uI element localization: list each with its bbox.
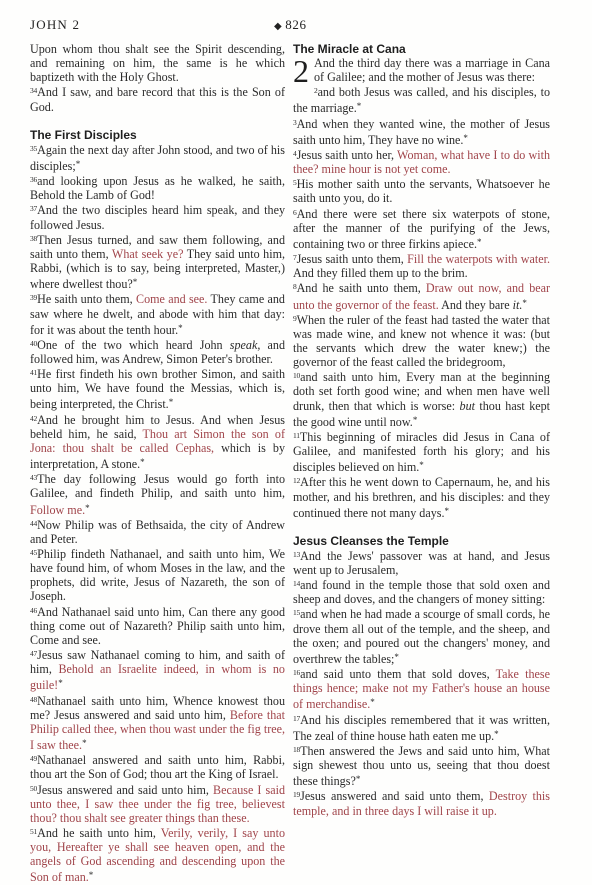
verse-continuation: Upon whom thou shalt see the Spirit descending, and remaining on him, the same is he which baptizeth with the Holy Ghost. xyxy=(30,42,285,85)
section-heading-first-disciples: The First Disciples xyxy=(30,127,137,142)
verse-48: $^{48}$Nathanael saith unto him, Whence knowest thou me? Jesus answered and said unto him, Before that Philip called thee, when thou wast under the fig tree, I saw thee.* xyxy=(30,693,286,753)
verse-35: $^{35}$Again the next day after John stood, and two of his disciples;* xyxy=(30,142,285,173)
verse-40: $^{40}$One of the two which heard John speak, and followed him, was Andrew, Simon Peter's brother. xyxy=(30,337,285,366)
verse-45: $^{45}$Philip findeth Nathanael, and saith unto him, We have found him, of whom Moses in the law, and the prophets, did write, Jesus of Nazareth, the son of Joseph. xyxy=(30,547,285,604)
verse-12: $^{12}$After this he went down to Capernaum, he, and his mother, and his brethren, and his disciples: and they continued there not many days.* xyxy=(293,475,550,520)
verse-43: $^{43}$The day following Jesus would go forth into Galilee, and findeth Philip, and saith unto him, Follow me.* xyxy=(30,472,285,517)
verse-6: $^6$And there were set there six waterpots of stone, after the manner of the purifying of the Jews, containing two or three firkins apiece.* xyxy=(293,206,550,251)
verse-9: $^9$When the ruler of the feast had tasted the water that was made wine, and knew not whence it was: (but the servants which drew the water knew;) the governor of the feast called the bridegroom, xyxy=(293,312,550,370)
verse-50: $^{50}$Jesus answered and said unto him, Because I said unto thee, I saw thee under the fig tree, believest thou? thou shalt see greater things than these. xyxy=(30,782,285,825)
verse-17: $^{17}$And his disciples remembered that it was written, The zeal of thine house hath eaten me up.* xyxy=(293,712,550,743)
verse-18: $^{18}$Then answered the Jews and said unto him, What sign shewest thou unto us, seeing that thou doest these things?* xyxy=(293,743,550,789)
verse-10: $^{10}$and saith unto him, Every man at the beginning doth set forth good wine; and when men have well drunk, then that which is worse: but thou hast kept the good wine until now.* xyxy=(293,370,551,429)
verse-38: $^{38}$Then Jesus turned, and saw them following, and saith unto them, What seek ye? They said unto him, Rabbi, (which is to say, being interpreted, Master,) where dwellest thou?* xyxy=(30,232,285,292)
verse-4: $^4$Jesus saith unto her, Woman, what have I to do with thee? mine hour is not yet come. xyxy=(293,147,550,177)
verse-3: $^3$And when they wanted wine, the mother of Jesus saith unto him, They have no wine.* xyxy=(293,116,550,147)
verse-39: $^{39}$He saith unto them, Come and see. They came and saw where he dwelt, and abode with him that day: for it was about the tenth hour.* xyxy=(30,292,285,337)
verse-8: $^8$And he saith unto them, Draw out now, and bear unto the governor of the feast. And they bare it.* xyxy=(293,281,550,312)
chapter-number: 2 xyxy=(293,53,309,89)
left-column xyxy=(30,42,285,885)
verse-51: $^{51}$And he saith unto him, Verily, verily, I say unto you, Hereafter ye shall see heaven open, and the angels of God ascending and descending upon the Son of man.* xyxy=(30,825,286,885)
verse-46: $^{46}$And Nathanael said unto him, Can there any good thing come out of Nazareth? Philip saith unto him, Come and see. xyxy=(30,604,285,647)
verse-42: $^{42}$And he brought him to Jesus. And when Jesus beheld him, he said, Thou art Simon the son of Jona: thou shalt be called Cephas, which is by interpretation, A stone.* xyxy=(30,412,285,472)
page-header xyxy=(0,0,592,38)
verse-5: $^5$His mother saith unto the servants, Whatsoever he saith unto you, do it. xyxy=(293,177,550,206)
verse-14: $^{14}$and found in the temple those that sold oxen and sheep and doves, and the changers of money sitting: xyxy=(293,578,550,607)
verse-36: $^{36}$and looking upon Jesus as he walked, he saith, Behold the Lamb of God! xyxy=(30,174,285,203)
verse-34: $^{34}$And I saw, and bare record that this is the Son of God. xyxy=(30,85,285,114)
verse-number: 34 xyxy=(30,86,38,96)
verse-47: $^{47}$Jesus saw Nathanael coming to him, and saith of him, Behold an Israelite indeed, in whom is no guile!* xyxy=(30,648,285,693)
diamond-icon: ◆ xyxy=(274,21,283,32)
section-heading-temple: Jesus Cleanses the Temple xyxy=(293,533,449,548)
verse-41: $^{41}$He first findeth his own brother Simon, and saith unto him, We have found the Messias, which is, being interpreted, the Christ.* xyxy=(30,367,285,412)
verse-1: 2 And the third day there was a marriage in Cana of Galilee; and the mother of Jesus was there: xyxy=(293,53,550,89)
right-column xyxy=(293,42,550,818)
running-head: JOHN 2 xyxy=(30,17,81,32)
verse-19: $^{19}$Jesus answered and said unto them, Destroy this temple, and in three days I will raise it up. xyxy=(293,789,550,818)
verse-13: $^{13}$And the Jews' passover was at hand, and Jesus went up to Jerusalem, xyxy=(293,548,550,577)
verse-11: $^{11}$This beginning of miracles did Jesus in Cana of Galilee, and manifested forth his glory; and his disciples believed on him.* xyxy=(293,429,550,475)
verse-37: $^{37}$And the two disciples heard him speak, and they followed Jesus. xyxy=(30,203,285,232)
verse-49: $^{49}$Nathanael answered and saith unto him, Rabbi, thou art the Son of God; thou art the King of Israel. xyxy=(30,753,285,782)
page-number: ◆ 826 xyxy=(274,17,307,32)
verse-7: $^7$Jesus saith unto them, Fill the waterpots with water. And they filled them up to the brim. xyxy=(293,252,550,281)
verse-16: $^{16}$and said unto them that sold doves, Take these things hence; make not my Father's house an house of merchandise.* xyxy=(293,667,550,712)
verse-2: $^2$and both Jesus was called, and his disciples, to the marriage.* xyxy=(293,85,550,116)
section-heading-cana: The Miracle at Cana xyxy=(293,42,406,56)
verse-15: $^{15}$and when he had made a scourge of small cords, he drove them all out of the temple, and the sheep, and the oxen; and poured out the changers' money, and overthrew the tables;* xyxy=(293,607,550,666)
verse-44: $^{44}$Now Philip was of Bethsaida, the city of Andrew and Peter. xyxy=(30,517,285,546)
